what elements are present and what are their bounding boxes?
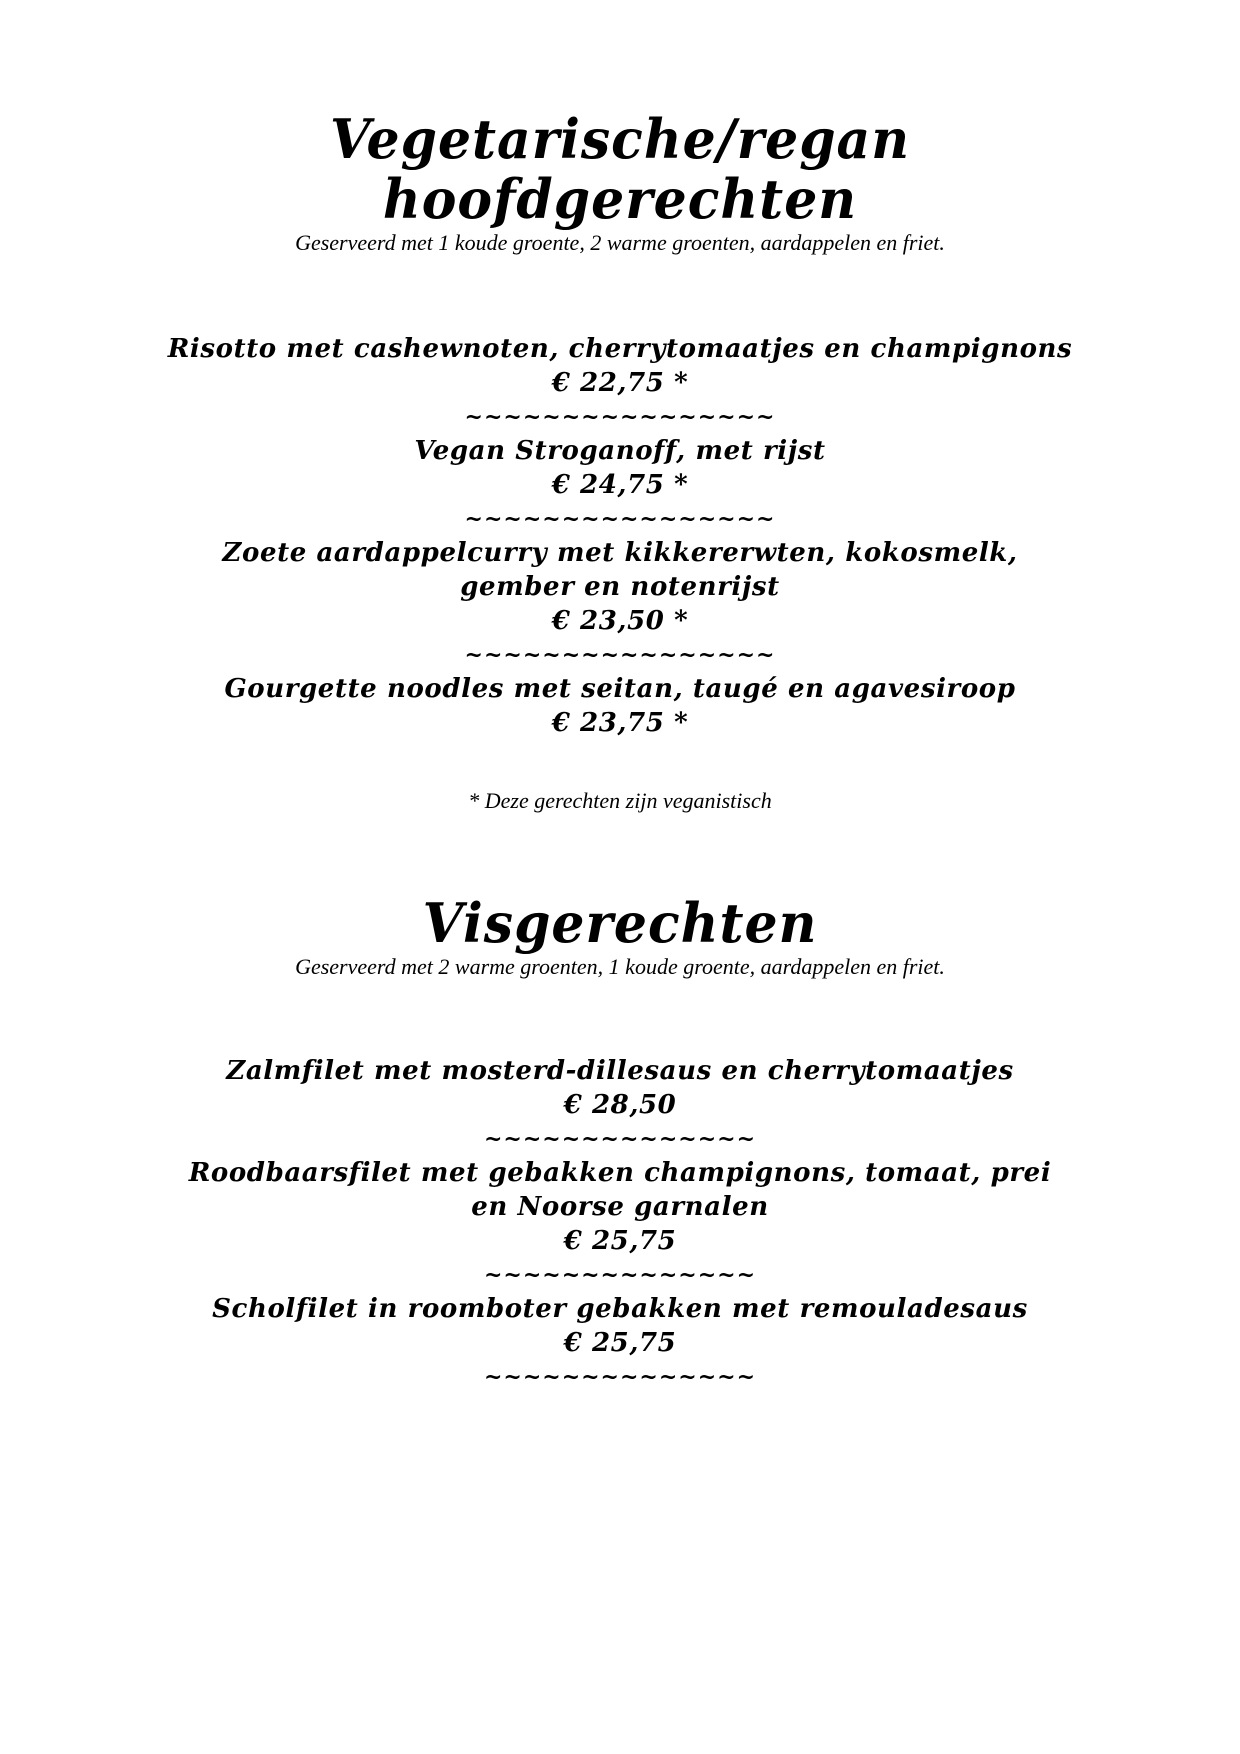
vegan-footnote: * Deze gerechten zijn veganistisch bbox=[468, 788, 772, 813]
dish-price: € 23,50 * bbox=[551, 606, 689, 636]
dish-name: Risotto met cashewnoten, cherrytomaatjes en champignons bbox=[167, 334, 1073, 364]
dish-name: Scholfilet in roomboter gebakken met remouladesaus bbox=[212, 1294, 1028, 1324]
dish-item bbox=[0, 434, 1240, 502]
dish-item bbox=[0, 672, 1240, 740]
dish-name-line1: Zoete aardappelcurry met kikkererwten, kokosmelk, bbox=[222, 538, 1018, 568]
tilde-separator: ~~~~~~~~~~~~~~ bbox=[483, 1126, 757, 1152]
dish-price: € 28,50 bbox=[563, 1090, 677, 1120]
vegetarian-title-line1: Vegetarische/regan bbox=[329, 107, 911, 172]
tilde-separator: ~~~~~~~~~~~~~~ bbox=[483, 1262, 757, 1288]
vegan-footnote-block bbox=[0, 788, 1240, 814]
tilde-separator: ~~~~~~~~~~~~~~~~ bbox=[464, 642, 776, 668]
tilde-separator: ~~~~~~~~~~~~~~ bbox=[483, 1364, 757, 1390]
dish-name-line2: en Noorse garnalen bbox=[471, 1192, 769, 1222]
tilde-separator: ~~~~~~~~~~~~~~~~ bbox=[464, 506, 776, 532]
fish-dish-list bbox=[0, 1054, 1240, 1394]
dish-price: € 22,75 * bbox=[551, 368, 689, 398]
dish-item bbox=[0, 536, 1240, 638]
vegetarian-dish-list bbox=[0, 332, 1240, 740]
vegetarian-section-header bbox=[0, 107, 1240, 256]
vegetarian-title-line2: hoofdgerechten bbox=[382, 167, 858, 232]
dish-item bbox=[0, 1156, 1240, 1258]
dish-name-line2: gember en notenrijst bbox=[460, 572, 780, 602]
vegetarian-subtitle: Geserveerd met 1 koude groente, 2 warme groenten, aardappelen en friet. bbox=[295, 229, 945, 255]
dish-name: Vegan Stroganoff, met rijst bbox=[414, 436, 826, 466]
tilde-separator: ~~~~~~~~~~~~~~~~ bbox=[464, 404, 776, 430]
dish-price: € 24,75 * bbox=[551, 470, 689, 500]
dish-name: Gourgette noodles met seitan, taugé en agavesiroop bbox=[224, 674, 1016, 704]
dish-name-line1: Roodbaarsfilet met gebakken champignons, tomaat, prei bbox=[188, 1158, 1052, 1188]
dish-item bbox=[0, 1054, 1240, 1122]
fish-section-header bbox=[0, 891, 1240, 980]
dish-price: € 25,75 bbox=[563, 1328, 677, 1358]
dish-name: Zalmfilet met mosterd-dillesaus en cherrytomaatjes bbox=[226, 1056, 1014, 1086]
dish-item bbox=[0, 1292, 1240, 1360]
fish-title: Visgerechten bbox=[422, 891, 818, 956]
dish-price: € 23,75 * bbox=[551, 708, 689, 738]
dish-item bbox=[0, 332, 1240, 400]
fish-subtitle: Geserveerd met 2 warme groenten, 1 koude groente, aardappelen en friet. bbox=[295, 953, 945, 979]
dish-price: € 25,75 bbox=[563, 1226, 677, 1256]
